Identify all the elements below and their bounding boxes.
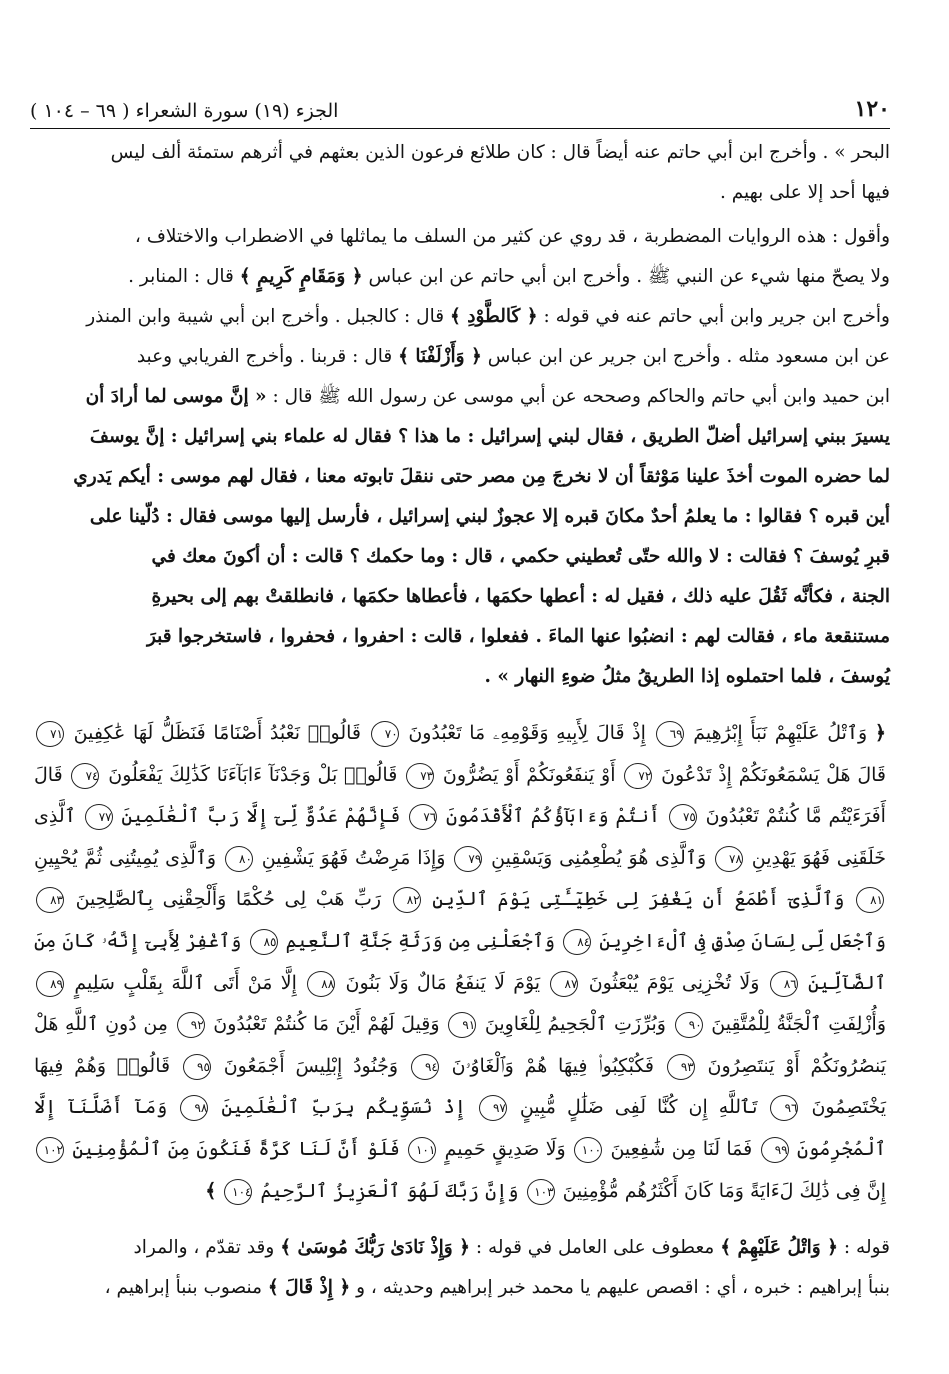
verse-number: ٩٤ <box>411 1054 439 1080</box>
running-title: الجزء (١٩) سورة الشعراء ( ٦٩ – ١٠٤ ) <box>30 100 339 122</box>
verse: إِذْ نُسَوِّيكُم بِرَبِّ ٱلْعَٰلَمِينَ <box>221 1096 466 1119</box>
text-line <box>30 133 890 173</box>
paragraph-2 <box>30 217 890 697</box>
verse: ٱلَّذِى خَلَقَنِى فَهُوَ يَهْدِينِ <box>34 805 887 869</box>
verse: فَإِنَّهُمْ عَدُوٌّ لِّىٓ إِلَّا رَبَّ ٱلْعَٰلَمِينَ <box>121 805 401 828</box>
verse-number: ٧٥ <box>669 804 697 830</box>
text: وقد تقدّم ، والمراد <box>133 1237 275 1259</box>
text-line <box>30 1268 890 1308</box>
verse: وَبُرِّزَتِ ٱلْجَحِيمُ لِلْغَاوِينَ <box>484 1013 666 1036</box>
quran-quote: ﴿ وَإِذْ نَادَىٰ رَبُّكَ مُوسَىٰ ﴾ <box>280 1237 470 1259</box>
verse: وَٱلَّذِى هُوَ يُطْعِمُنِى وَيَسْقِينِ <box>491 846 707 869</box>
text-line <box>30 337 890 377</box>
quran-close-bracket: ﴾ <box>205 1179 217 1202</box>
verse-number: ٩٧ <box>479 1095 507 1121</box>
verse-number: ٨٢ <box>393 887 421 913</box>
verse-number: ٩٦ <box>770 1095 798 1121</box>
hadith-line: لما حضره الموت أخذَ علينا مَوْثقاً أن لا نخرجَ مِن مصر حتى ننقلَ تابوته معنا ، فقال لهم موسى : أيكم يَدري <box>73 466 890 487</box>
verse: وَٱجْعَلْنِى مِن وَرَثَةِ جَنَّةِ ٱلنَّعِيمِ <box>285 929 556 952</box>
verse-number: ٨٥ <box>250 929 278 955</box>
verse-number: ٧٠ <box>371 721 399 747</box>
verse-number: ٩٣ <box>667 1054 695 1080</box>
text: فيها أحد إلا على بهيم . <box>719 182 890 203</box>
verse: وَٱجْعَل لِّى لِسَانَ صِدْقٍ فِى ٱلْءَاخِرِينَ <box>599 929 886 952</box>
commentary <box>30 1228 890 1308</box>
verse: قَالُوا۟ نَعْبُدُ أَصْنَامًا فَنَظَلُّ لَهَا عَٰكِفِينَ <box>73 722 361 744</box>
verse: وَلَا صَدِيقٍ حَمِيمٍ <box>444 1137 566 1160</box>
verse: وَٱغْفِرْ لِأَبِىٓ إِنَّهُۥ كَانَ مِنَ ٱلضَّآلِّينَ <box>34 929 886 994</box>
verse: قَالَ أَفَرَءَيْتُم مَّا كُنتُمْ تَعْبُدُونَ <box>34 763 886 828</box>
verse: إِنَّ فِى ذَٰلِكَ لَءَايَةً وَمَا كَانَ أَكْثَرُهُم مُّؤْمِنِينَ <box>562 1179 886 1202</box>
verse: قَالُوا۟ بَلْ وَجَدْنَآ ءَابَآءَنَا كَذَٰلِكَ يَفْعَلُونَ <box>108 763 398 786</box>
verse: فَلَوْ أَنَّ لَنَا كَرَّةً فَنَكُونَ مِنَ ٱلْمُؤْمِنِينَ <box>72 1137 400 1160</box>
verse: قَالُوا۟ وَهُمْ فِيهَا يَخْتَصِمُونَ <box>34 1054 886 1119</box>
verse: وَإِنَّ رَبَّكَ لَهُوَ ٱلْعَزِيزُ ٱلرَّحِيمُ <box>260 1179 519 1202</box>
verse: فَكُبْكِبُوا۟ فِيهَا هُمْ وَٱلْغَاوُۥنَ <box>451 1054 654 1077</box>
quran-open-bracket: ﴿ <box>874 722 886 744</box>
verse-number: ٨٩ <box>36 971 64 997</box>
verse-number: ٧٣ <box>406 763 434 789</box>
hadith-line: الجنة ، فكأنَّه ثَقُلَ عليه ذلك ، فقيل له : أعطها حكمَها ، فأعطاها حكمَها ، فانطلقتْ بهم إلى بحيرةِ <box>151 586 890 607</box>
verse: وَٱلَّذِىٓ أَطْمَعُ أَن يَغْفِرَ لِى خَطِيٓـَٔتِى يَوْمَ ٱلدِّينِ <box>432 888 845 911</box>
verse-number: ١٠٠ <box>574 1137 602 1163</box>
hadith-line: قبرِ يُوسفَ ؟ فقالت : لا والله حتّى تُعطيني حكمي ، قال : وما حكمك ؟ قالت : أن أكونَ معك في <box>151 546 890 567</box>
verse: تَٱللَّهِ إِن كُنَّا لَفِى ضَلَٰلٍ مُّبِينٍ <box>519 1096 758 1119</box>
text: قال : قربنا . وأخرج الفريابي وعبد <box>136 346 393 367</box>
verse-number: ٩٥ <box>183 1054 211 1080</box>
quran-quote: ﴿ وَاتْلُ عَلَيْهِمْ ﴾ <box>720 1237 839 1259</box>
text-line <box>30 1228 890 1268</box>
text: قال : كالجبل . وأخرج ابن أبي شيبة وابن المنذر <box>86 306 445 327</box>
verse: إِلَّا مَنْ أَتَى ٱللَّهَ بِقَلْبٍ سَلِيمٍ <box>74 971 297 994</box>
text-line <box>30 377 890 417</box>
quran-quote: ﴿ وَمَقَامٍ كَرِيمٍ ﴾ <box>239 266 363 287</box>
verse-number: ٧٢ <box>624 763 652 789</box>
text: وأخرج ابن جرير وابن أبي حاتم عنه في قوله : <box>543 306 890 327</box>
verse: فَمَا لَنَا مِن شَٰفِعِينَ <box>610 1137 753 1160</box>
hadith-line: مستنقعة ماء ، فقالت لهم : انضبُوا عنها الماءَ . ففعلوا ، قالت : احفروا ، فحفروا ، فاستخرجوا قبرَ <box>146 626 890 647</box>
text-line <box>30 257 890 297</box>
verse: أَوْ يَنفَعُونَكُمْ أَوْ يَضُرُّونَ <box>442 763 616 786</box>
text: بنبأ إبراهيم : خبره ، أي : اقصص عليهم يا محمد خبر إبراهيم وحديثه ، و <box>356 1277 890 1299</box>
verse-number: ٩٢ <box>177 1012 205 1038</box>
verse-number: ٧٨ <box>715 846 743 872</box>
quran-quote: ﴿ كَالطَّوْدِ ﴾ <box>449 306 538 327</box>
quran-passage <box>30 713 890 1212</box>
verse-number: ٦٩ <box>656 721 684 747</box>
text: ولا يصحّ منها شيء عن النبي ﷺ . وأخرج ابن أبي حاتم عن ابن عباس <box>368 266 890 287</box>
verse: وَلَا تُخْزِنِى يَوْمَ يُبْعَثُونَ <box>588 971 760 994</box>
verse-number: ٨٠ <box>225 846 253 872</box>
hadith-line: يُوسفَ ، فلما احتملوه إذا الطريقُ مثلُ ضوءِ النهار » . <box>484 666 890 687</box>
verse-number: ٧٩ <box>454 846 482 872</box>
verse-number: ٩١ <box>448 1012 476 1038</box>
verse: مِن دُونِ ٱللَّهِ هَلْ يَنصُرُونَكُمْ أَوْ يَنتَصِرُونَ <box>34 1013 887 1077</box>
text-line <box>30 217 890 257</box>
text: وأقول : هذه الروايات المضطربة ، قد روي عن كثير من السلف ما يماثلها في الاضطراب والاختلاف ، <box>134 226 890 247</box>
verse: وَأُزْلِفَتِ ٱلْجَنَّةُ لِلْمُتَّقِينَ <box>711 1013 886 1036</box>
hadith-text: « إنَّ موسى لما أرادَ أن <box>85 386 267 407</box>
verse-number: ٨٤ <box>563 929 591 955</box>
hadith-line: يسيرَ ببني إسرائيل أضلّ الطريق ، فقال لبني إسرائيل : ما هذا ؟ فقال له علماء بني إسرائيل : إنَّ يوسفَ <box>89 426 890 447</box>
verse-number: ١٠٤ <box>224 1179 252 1205</box>
verse-number: ٧٤ <box>71 763 99 789</box>
page-number: ١٢٠ <box>854 96 890 122</box>
verse-number: ١٠٣ <box>527 1179 555 1205</box>
verse: وَٱلَّذِى يُمِيتُنِى ثُمَّ يُحْيِينِ <box>34 846 217 869</box>
verse-number: ٧٧ <box>85 804 113 830</box>
verse: وَجُنُودُ إِبْلِيسَ أَجْمَعُونَ <box>223 1054 399 1077</box>
verse: وَمَآ أَضَلَّنَآ إِلَّا ٱلْمُجْرِمُونَ <box>34 1096 886 1160</box>
verse-number: ٨٦ <box>770 971 798 997</box>
verse-number: ٨١ <box>856 887 884 913</box>
running-header <box>30 96 890 129</box>
text: قوله : <box>843 1237 890 1259</box>
verse-number: ٨٣ <box>36 887 64 913</box>
verse-number: ١٠٢ <box>36 1137 64 1163</box>
text: منصوب بنبأ إبراهيم ، <box>104 1277 263 1299</box>
text: معطوف على العامل في قوله : <box>475 1237 715 1259</box>
verse: رَبِّ هَبْ لِى حُكْمًا وَأَلْحِقْنِى بِٱلصَّٰلِحِينَ <box>75 888 382 911</box>
text: قال : المنابر . <box>128 266 234 287</box>
hadith-line: أين قبره ؟ فقالوا : ما يعلمُ أحدٌ مكانَ قبره إلا عجوزٌ لبني إسرائيل ، فأرسل إليها موسى فقال : دُلّينا على <box>89 506 890 527</box>
paragraph-1 <box>30 133 890 213</box>
verse: إِذْ قَالَ لِأَبِيهِ وَقَوْمِهِۦ مَا تَعْبُدُونَ <box>408 722 646 744</box>
verse-number: ٧١ <box>36 721 64 747</box>
text: ابن حميد وابن أبي حاتم والحاكم وصححه عن أبي موسى عن رسول الله ﷺ قال : <box>272 386 890 407</box>
verse-number: ٩٠ <box>675 1012 703 1038</box>
quran-quote: ﴿ وَأَزْلَفْنَا ﴾ <box>398 346 482 367</box>
verse: وَٱتْلُ عَلَيْهِمْ نَبَأَ إِبْرَٰهِيمَ <box>693 722 868 744</box>
text: البحر » . وأخرج ابن أبي حاتم عنه أيضاً قال : كان طلائع فرعون الذين بعثهم في أثرهم ستمئة ألف ليس <box>110 142 890 163</box>
verse-number: ٩٩ <box>761 1137 789 1163</box>
verse-number: ٩٨ <box>180 1095 208 1121</box>
text-line <box>30 297 890 337</box>
verse-number: ٨٨ <box>307 971 335 997</box>
verse: قَالَ هَلْ يَسْمَعُونَكُمْ إِذْ تَدْعُونَ <box>661 763 886 786</box>
verse-number: ٨٧ <box>550 971 578 997</box>
verse: يَوْمَ لَا يَنفَعُ مَالٌ وَلَا بَنُونَ <box>345 971 541 994</box>
verse-number: ١٠١ <box>408 1137 436 1163</box>
page <box>30 96 890 1308</box>
text: عن ابن مسعود مثله . وأخرج ابن جرير عن ابن عباس <box>487 346 890 367</box>
verse: وَقِيلَ لَهُمْ أَيْنَ مَا كُنتُمْ تَعْبُدُونَ <box>213 1013 440 1036</box>
verse: أَنتُمْ وَءَابَآؤُكُمُ ٱلْأَقْدَمُونَ <box>446 805 661 828</box>
verse: وَإِذَا مَرِضْتُ فَهُوَ يَشْفِينِ <box>261 846 446 869</box>
quran-quote: ﴿ إِذْ قَالَ ﴾ <box>267 1277 351 1299</box>
verse-number: ٧٦ <box>409 804 437 830</box>
text-line <box>30 173 890 213</box>
